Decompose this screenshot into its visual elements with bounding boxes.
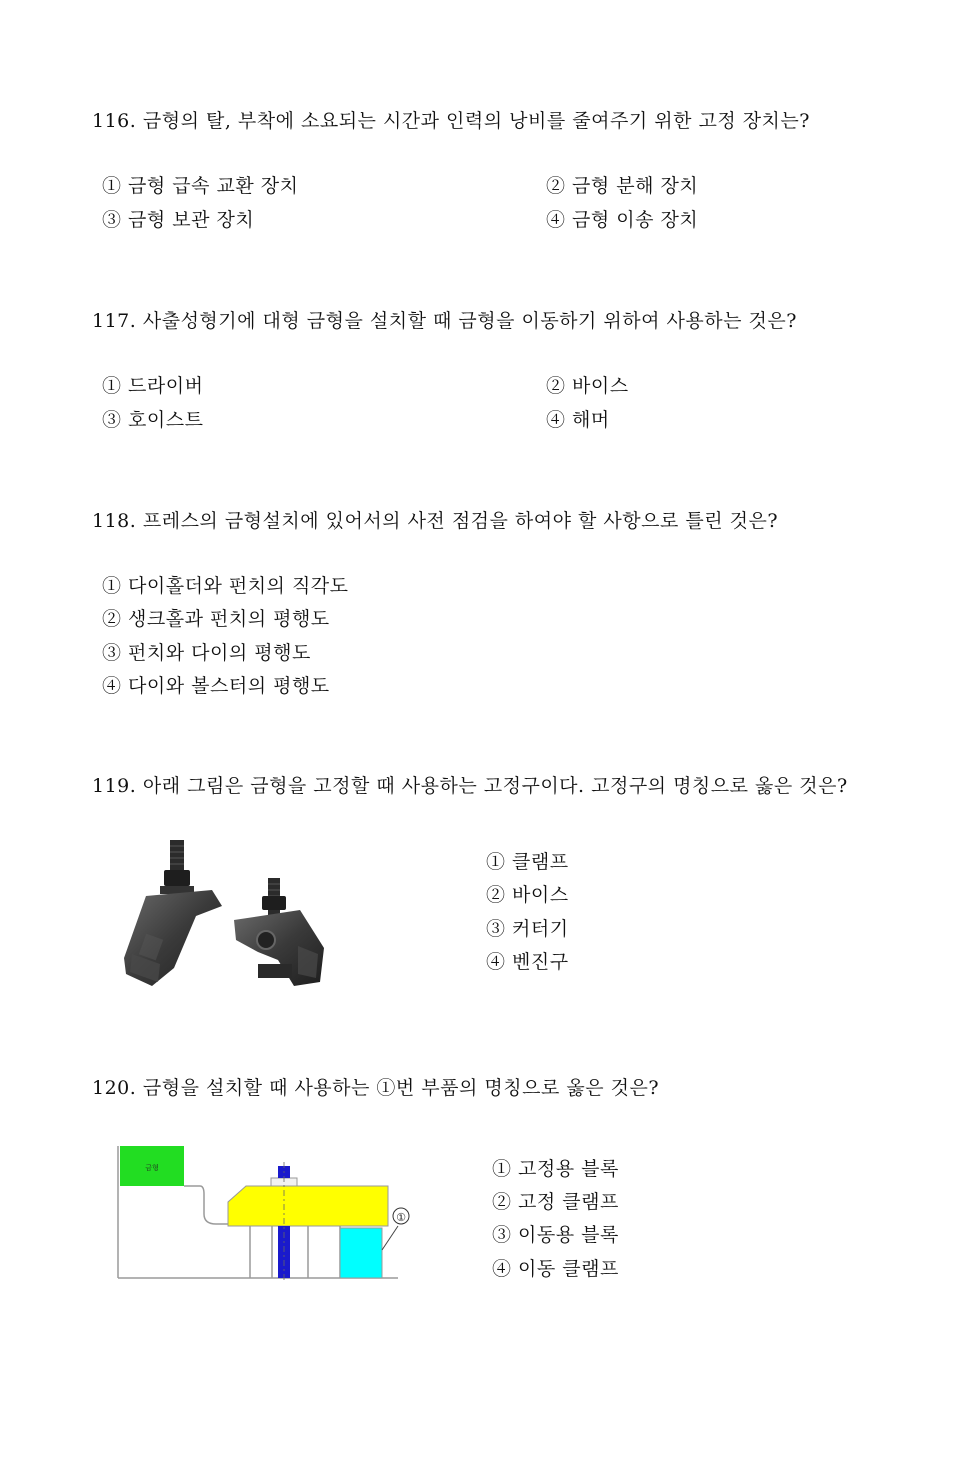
question-120 xyxy=(92,1073,659,1100)
callout-label: ① xyxy=(396,1211,406,1224)
option-2[interactable]: ② 바이스 xyxy=(486,884,569,906)
option-2[interactable]: ② 생크홀과 펀치의 평행도 xyxy=(102,608,330,630)
question-118 xyxy=(92,506,778,533)
option-4[interactable]: ④ 이동 클램프 xyxy=(492,1258,619,1280)
option-1[interactable]: ① 클램프 xyxy=(486,851,569,873)
question-text: 금형의 탈, 부착에 소요되는 시간과 인력의 낭비를 줄여주기 위한 고정 장치는? xyxy=(142,110,810,132)
option-1[interactable]: ① 다이홀더와 펀치의 직각도 xyxy=(102,575,349,597)
question-117 xyxy=(92,306,797,333)
option-1[interactable]: ① 드라이버 xyxy=(102,375,204,397)
option-3[interactable]: ③ 이동용 블록 xyxy=(492,1224,619,1246)
option-3[interactable]: ③ 펀치와 다이의 평행도 xyxy=(102,642,311,664)
question-number: 119. xyxy=(92,775,137,797)
option-3[interactable]: ③ 호이스트 xyxy=(102,409,204,431)
question-119 xyxy=(92,771,848,798)
question-text: 프레스의 금형설치에 있어서의 사전 점검을 하여야 할 사항으로 틀린 것은? xyxy=(142,510,779,532)
mold-setup-diagram xyxy=(112,1142,417,1284)
question-number: 117. xyxy=(92,310,137,332)
option-2[interactable]: ② 고정 클램프 xyxy=(492,1191,619,1213)
question-text: 금형을 설치할 때 사용하는 ①번 부품의 명칭으로 옳은 것은? xyxy=(142,1077,660,1099)
option-4[interactable]: ④ 벤진구 xyxy=(486,951,569,973)
support-block xyxy=(340,1228,382,1278)
question-116 xyxy=(92,106,810,133)
option-2[interactable]: ② 바이스 xyxy=(546,375,629,397)
mold-label: 금형 xyxy=(145,1164,159,1172)
option-3[interactable]: ③ 커터기 xyxy=(486,918,569,940)
right-clamp-icon xyxy=(234,878,324,986)
option-2[interactable]: ② 금형 분해 장치 xyxy=(546,175,699,197)
left-clamp-icon xyxy=(124,840,222,986)
question-number: 118. xyxy=(92,510,137,532)
clamp-part xyxy=(228,1186,388,1226)
clamp-photo xyxy=(118,836,333,994)
question-text: 아래 그림은 금형을 고정할 때 사용하는 고정구이다. 고정구의 명칭으로 옳은 것은? xyxy=(142,775,848,797)
option-4[interactable]: ④ 해머 xyxy=(546,409,610,431)
option-3[interactable]: ③ 금형 보관 장치 xyxy=(102,209,255,231)
option-4[interactable]: ④ 다이와 볼스터의 평행도 xyxy=(102,675,330,697)
option-1[interactable]: ① 금형 급속 교환 장치 xyxy=(102,175,299,197)
option-1[interactable]: ① 고정용 블록 xyxy=(492,1158,619,1180)
question-number: 116. xyxy=(92,110,137,132)
option-4[interactable]: ④ 금형 이송 장치 xyxy=(546,209,699,231)
question-number: 120. xyxy=(92,1077,137,1099)
question-text: 사출성형기에 대형 금형을 설치할 때 금형을 이동하기 위하여 사용하는 것은? xyxy=(142,310,797,332)
